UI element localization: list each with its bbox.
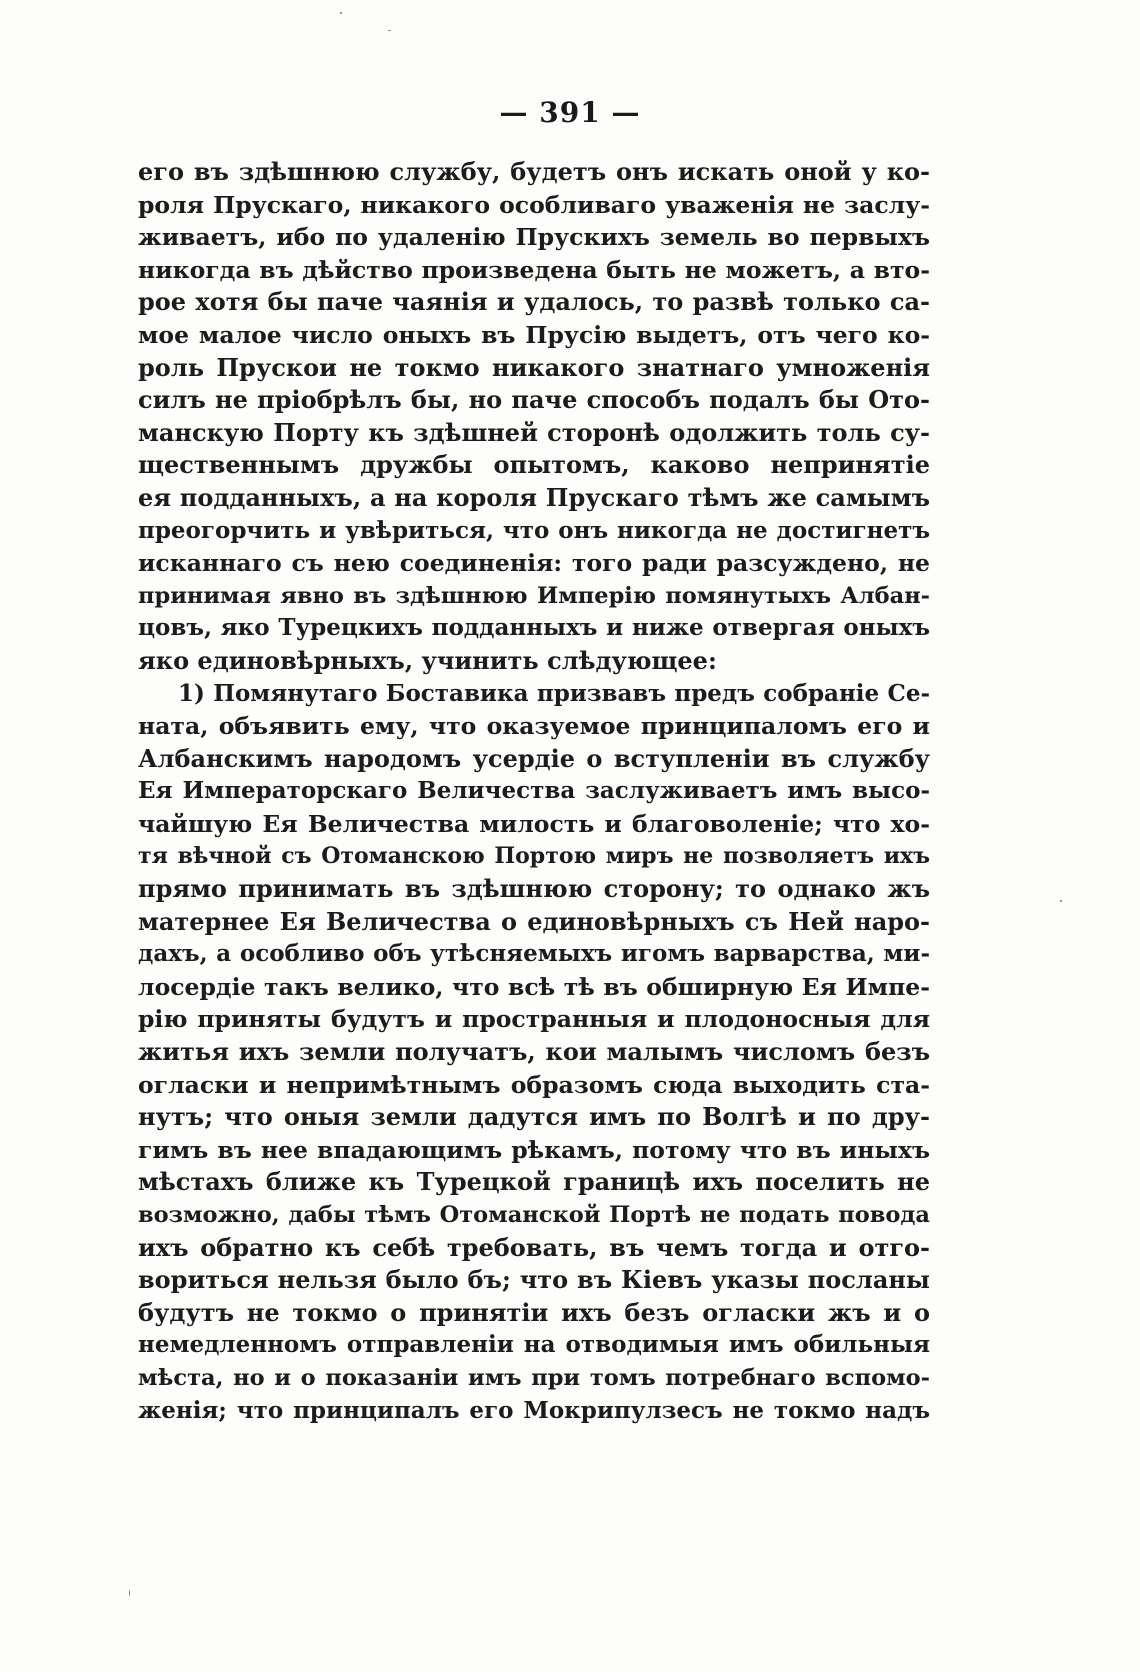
text-line: силъ не пріобрѣлъ бы, но паче способъ подалъ бы Ото- bbox=[138, 385, 930, 415]
page-number: — 391 — bbox=[499, 96, 641, 129]
scan-speck bbox=[388, 30, 391, 31]
text-line: прямо принимать въ здѣшнюю сторону; то однако жъ bbox=[138, 874, 930, 904]
text-line: житья ихъ земли получатъ, кои малымъ числомъ безъ bbox=[138, 1037, 930, 1067]
text-line: будутъ не токмо о принятіи ихъ безъ огласки жъ и о bbox=[138, 1297, 930, 1327]
text-line: немедленномъ отправленіи на отводимыя имъ обильныя bbox=[138, 1331, 930, 1359]
text-line: матернее Ея Величества о единовѣрныхъ съ Ней наро- bbox=[138, 906, 930, 936]
text-line: ихъ обратно къ себѣ требовать, въ чемъ тогда и отго- bbox=[138, 1232, 930, 1262]
paragraph-start-line: 1) Помянутаго Боставика призвавъ предъ собраніе Се- bbox=[178, 679, 930, 707]
text-line: вориться нельзя было бъ; что въ Кіевъ указы посланы bbox=[138, 1265, 930, 1295]
text-line: чайшую Ея Величества милость и благоволеніе; что хо- bbox=[138, 809, 930, 838]
text-line: лосердіе такъ велико, что всѣ тѣ въ обширную Ея Импе- bbox=[138, 972, 930, 1001]
text-line: ея подданныхъ, а на короля Прускаго тѣмъ же самымъ bbox=[138, 482, 930, 512]
text-line: щественнымъ дружбы опытомъ, каково непринятіе bbox=[138, 450, 930, 480]
text-line: нутъ; что оныя земли дадутся имъ по Волгѣ и по дру- bbox=[138, 1102, 930, 1132]
text-line: Ея Императорскаго Величества заслуживаетъ имъ высо- bbox=[138, 777, 930, 805]
text-line: преогорчить и увѣриться, что онъ никогда не достигнетъ bbox=[138, 516, 930, 544]
text-line: гимъ въ нее впадающимъ рѣкамъ, потому что въ иныхъ bbox=[138, 1135, 930, 1164]
text-line: исканнаго съ нею соединенія: того ради разсуждено, не bbox=[138, 549, 930, 578]
text-line: цовъ, яко Турецкихъ подданныхъ и ниже отвергая оныхъ bbox=[138, 614, 930, 642]
text-line: женія; что принципалъ его Мокрипулзесъ не токмо надъ bbox=[138, 1396, 930, 1424]
scan-speck bbox=[129, 1590, 130, 1596]
text-line: мѣстахъ ближе къ Турецкой границѣ ихъ поселить не bbox=[138, 1167, 930, 1197]
text-line: мѣста, но и о показаніи имъ при томъ потребнаго вспомо- bbox=[138, 1364, 930, 1391]
body-text bbox=[138, 156, 930, 1427]
text-line: Албанскимъ народомъ усердіе о вступленіи въ службу bbox=[138, 743, 930, 773]
text-line: манскую Порту къ здѣшней сторонѣ одолжить толь су- bbox=[138, 417, 930, 447]
text-line: яко единовѣрныхъ, учинить слѣдующее: bbox=[138, 645, 717, 675]
text-line: тя вѣчной съ Отоманскою Портою миръ не позволяетъ ихъ bbox=[138, 843, 930, 870]
scan-speck bbox=[340, 12, 342, 14]
text-line: мое малое число оныхъ въ Прусію выдетъ, отъ чего ко- bbox=[138, 320, 930, 349]
text-line: возможно, дабы тѣмъ Отоманской Портѣ не подать повода bbox=[138, 1202, 930, 1228]
text-line: принимая явно въ здѣшнюю Имперію помянутыхъ Албан- bbox=[138, 582, 930, 609]
text-line: живаетъ, ибо по удаленію Прускихъ земель во первыхъ bbox=[138, 223, 930, 252]
text-line: дахъ, а особливо объ утѣсняемыхъ игомъ варварства, ми- bbox=[138, 940, 930, 968]
text-line: никогда въ дѣйство произведена быть не можетъ, а вто- bbox=[138, 255, 930, 284]
text-line: рое хотя бы паче чаянія и удалось, то развѣ только са- bbox=[138, 287, 930, 317]
text-line: роль Прускои не токмо никакого знатнаго умноженія bbox=[138, 352, 930, 382]
text-line: рію приняты будутъ и пространныя и плодоносныя для bbox=[138, 1005, 930, 1034]
text-line: ната, объявить ему, что оказуемое принципаломъ его и bbox=[138, 712, 930, 741]
text-line: его въ здѣшнюю службу, будетъ онъ искать оной у ко- bbox=[138, 157, 930, 186]
scan-speck bbox=[1060, 900, 1062, 902]
text-line: роля Прускаго, никакого особливаго уваженія не заслу- bbox=[138, 190, 930, 219]
text-line: огласки и непримѣтнымъ образомъ сюда выходить ста- bbox=[138, 1070, 930, 1099]
